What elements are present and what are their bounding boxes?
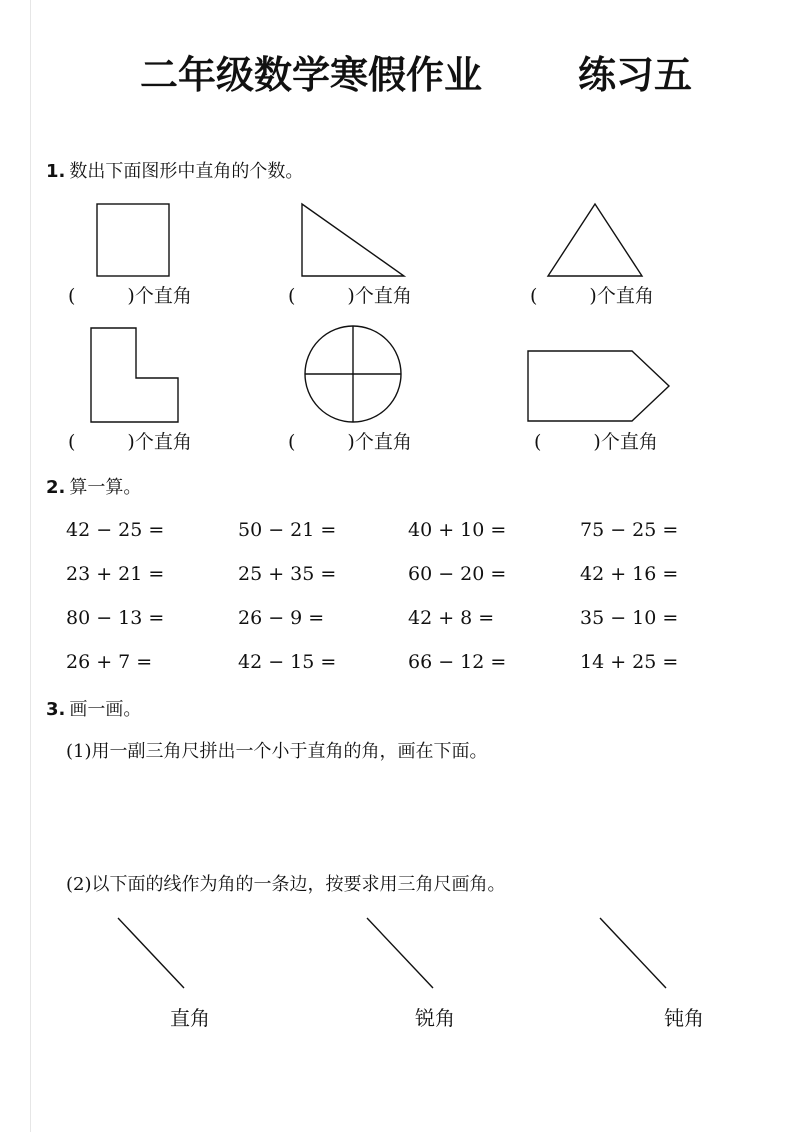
expression: 35 − 10 = xyxy=(580,607,679,629)
figure-square xyxy=(97,204,169,276)
section-3-heading xyxy=(46,698,141,722)
title-sub: 练习五 xyxy=(578,53,693,97)
section-3-number: 3. xyxy=(46,699,66,720)
section-2-number: 2. xyxy=(46,477,66,498)
expression: 42 + 8 = xyxy=(408,607,495,629)
expression: 80 − 13 = xyxy=(66,607,165,629)
figure-right-triangle xyxy=(302,204,404,276)
section-1-heading xyxy=(46,160,303,184)
figure-l-shape xyxy=(91,328,178,422)
figure-pentagon xyxy=(528,351,669,421)
answer-blank-right-triangle: ( )个直角 xyxy=(288,285,412,307)
page-edge xyxy=(30,0,31,1132)
expression: 25 + 35 = xyxy=(238,563,337,585)
section-2-text: 算一算。 xyxy=(69,477,142,498)
answer-blank-triangle: ( )个直角 xyxy=(530,285,654,307)
expression: 26 − 9 = xyxy=(238,607,325,629)
expression: 26 + 7 = xyxy=(66,651,153,673)
angle-base-line-acute xyxy=(367,918,433,988)
section-1-text: 数出下面图形中直角的个数。 xyxy=(69,161,304,182)
expression: 23 + 21 = xyxy=(66,563,165,585)
title-main: 二年级数学寒假作业 xyxy=(140,53,483,97)
section-3-text: 画一画。 xyxy=(69,699,142,720)
question-3-2: (2)以下面的线作为角的一条边，按要求用三角尺画角。 xyxy=(66,874,506,895)
expression: 50 − 21 = xyxy=(238,519,337,541)
expression: 42 − 25 = xyxy=(66,519,165,541)
page-title xyxy=(0,50,800,100)
figure-triangle xyxy=(548,204,642,276)
expression: 75 − 25 = xyxy=(580,519,679,541)
angle-label-right: 直角 xyxy=(170,1006,210,1030)
answer-blank-circle: ( )个直角 xyxy=(288,431,412,453)
angle-label-obtuse: 钝角 xyxy=(664,1006,704,1030)
question-3-1: (1)用一副三角尺拼出一个小于直角的角，画在下面。 xyxy=(66,741,488,762)
answer-blank-l-shape: ( )个直角 xyxy=(68,431,192,453)
section-1-number: 1. xyxy=(46,161,66,182)
answer-blank-pentagon: ( )个直角 xyxy=(534,431,658,453)
angle-base-line-obtuse xyxy=(600,918,666,988)
answer-blank-square: ( )个直角 xyxy=(68,285,192,307)
angle-label-acute: 锐角 xyxy=(415,1006,455,1030)
angle-base-line-right xyxy=(118,918,184,988)
expression: 14 + 25 = xyxy=(580,651,679,673)
section-2-heading xyxy=(46,476,141,500)
expression: 66 − 12 = xyxy=(408,651,507,673)
expression: 60 − 20 = xyxy=(408,563,507,585)
figure-divided-circle xyxy=(305,326,401,422)
expression: 42 − 15 = xyxy=(238,651,337,673)
expression: 42 + 16 = xyxy=(580,563,679,585)
expression: 40 + 10 = xyxy=(408,519,507,541)
